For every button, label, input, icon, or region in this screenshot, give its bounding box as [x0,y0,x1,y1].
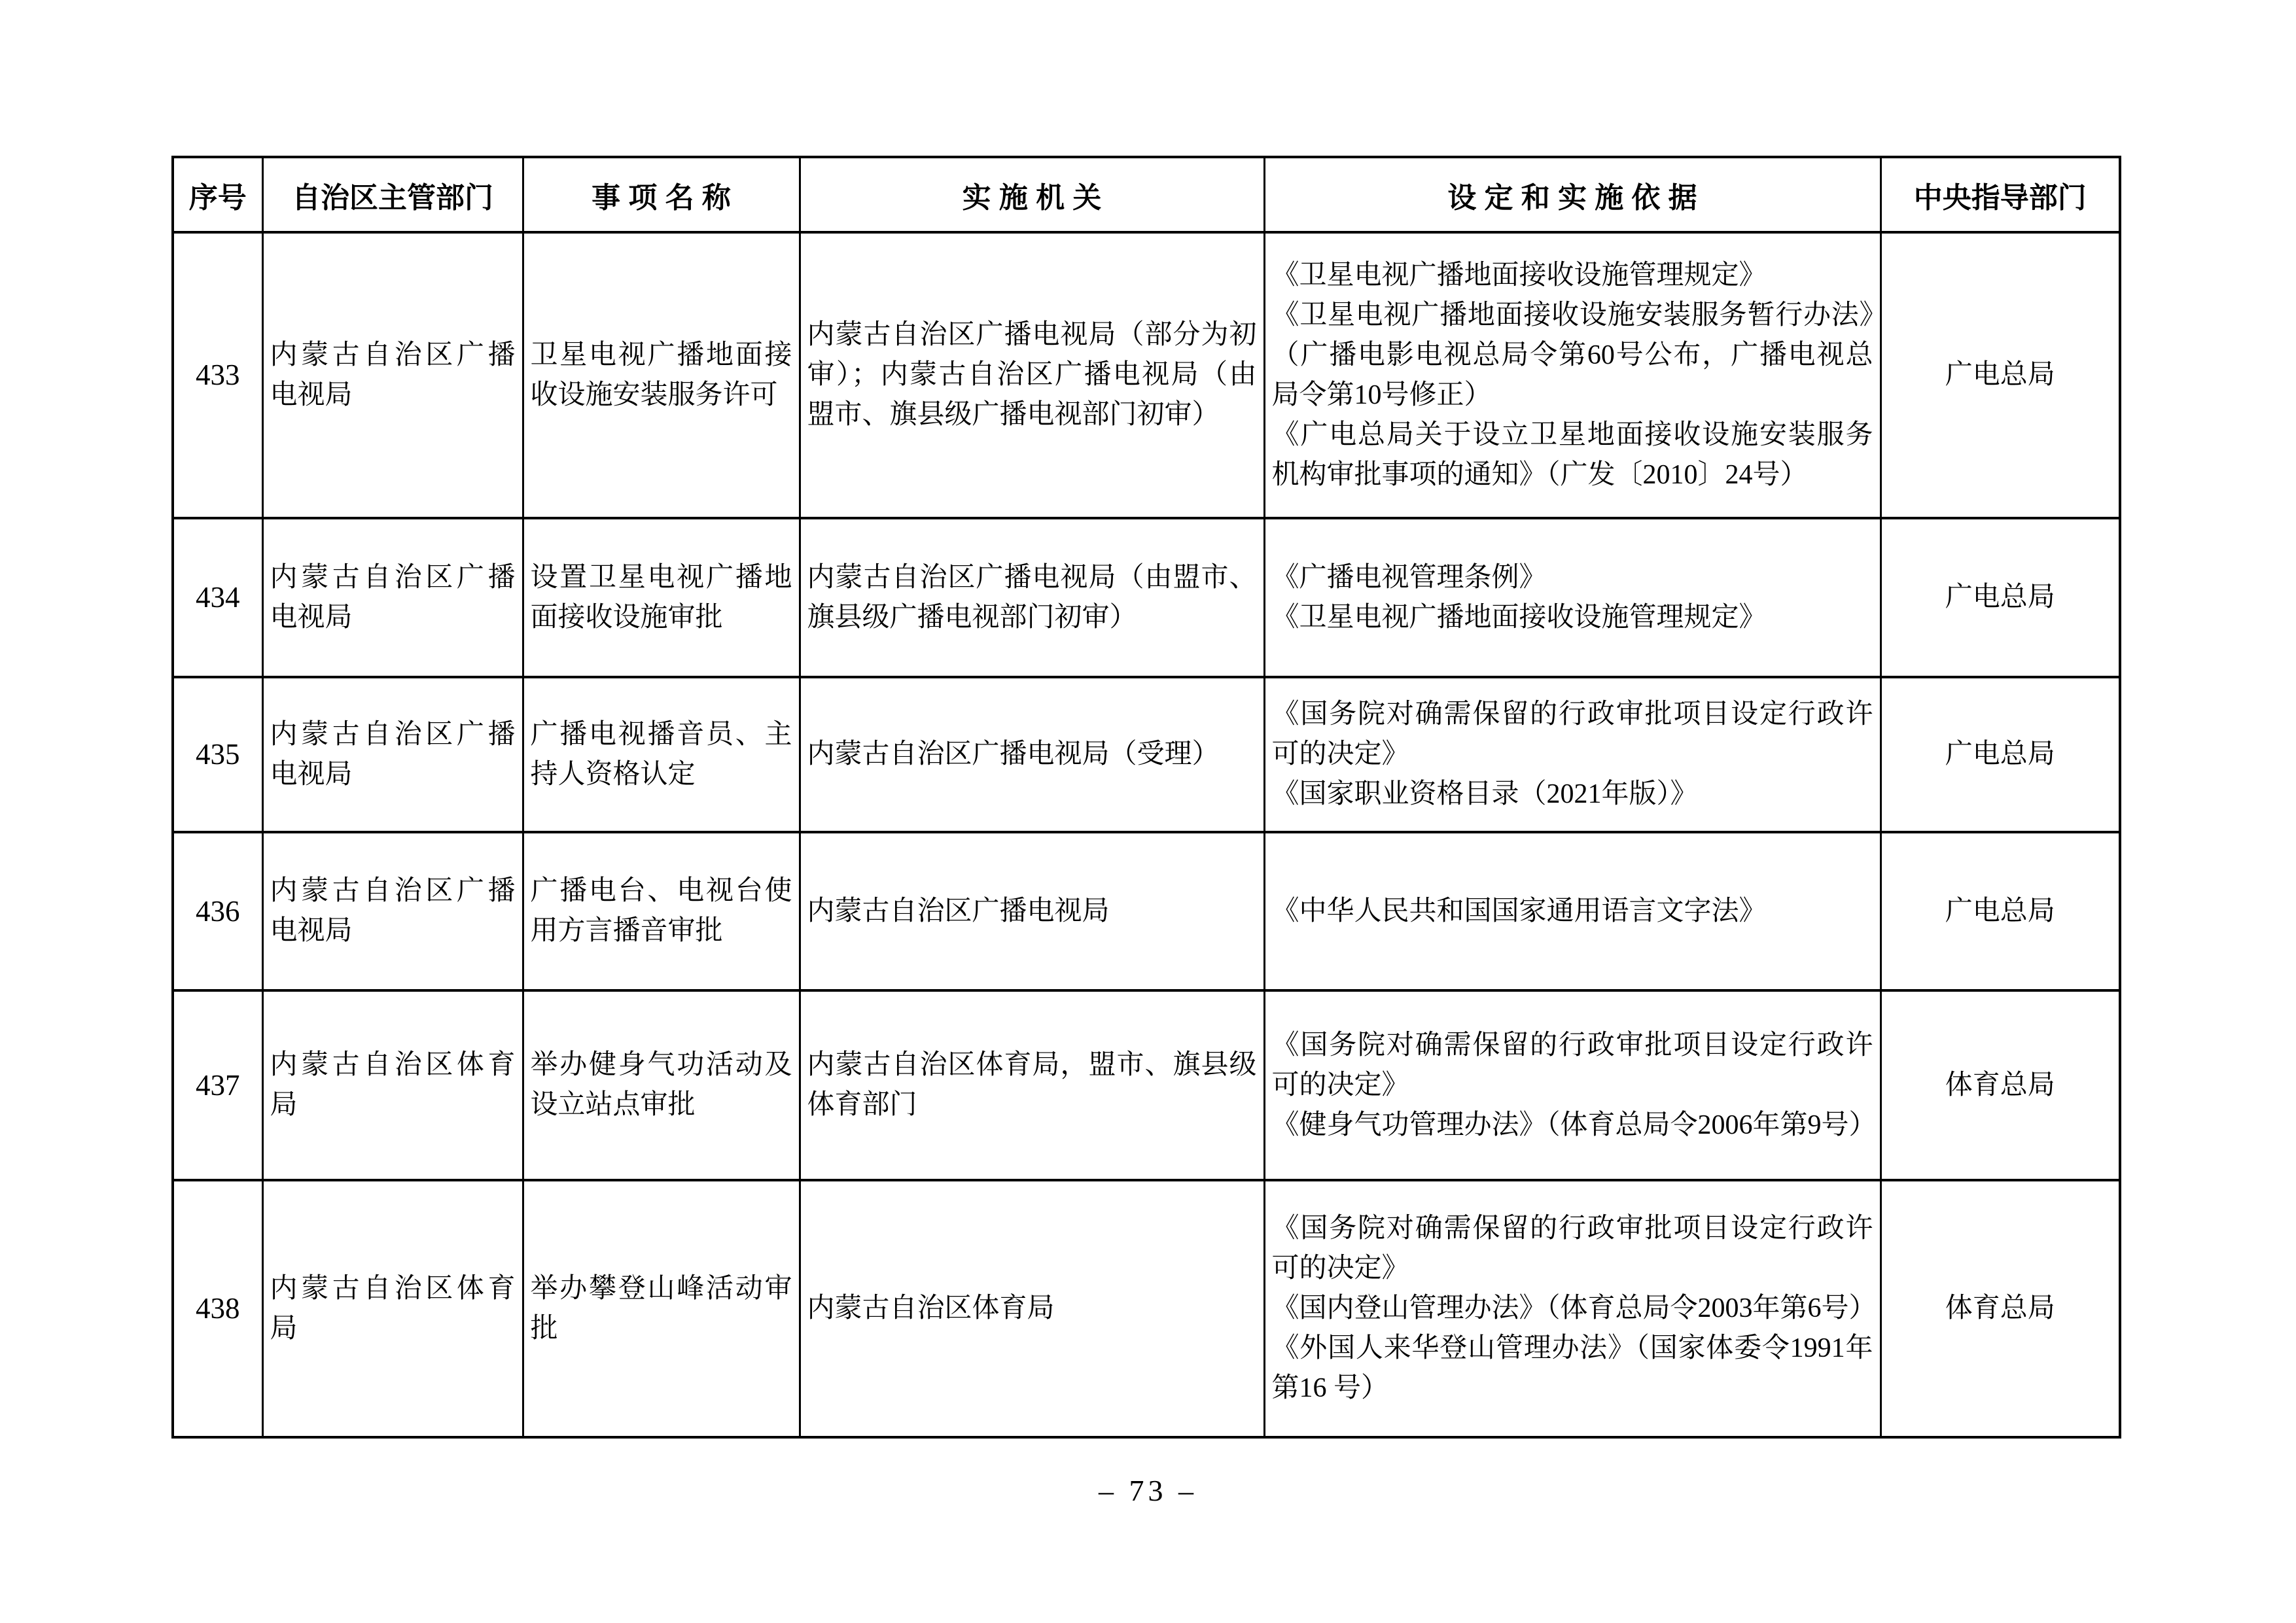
agency-cell: 内蒙古自治区广播电视局（部分为初审）；内蒙古自治区广播电视局（由盟市、旗县级广播电视部门初审） [800,232,1264,518]
header-no: 序号 [173,157,262,232]
header-basis: 设 定 和 实 施 依 据 [1264,157,1881,232]
dept-cell: 内蒙古自治区广播电视局 [262,677,523,832]
basis-paragraph: 《卫星电视广播地面接收设施管理规定》 [1271,260,1767,290]
row-number-cell: 435 [173,677,262,832]
basis-paragraph: 《国务院对确需保留的行政审批项目设定行政许可的决定》 [1271,1213,1873,1283]
item-name-cell: 广播电台、电视台使用方言播音审批 [523,832,800,990]
basis-cell [1264,990,1881,1180]
item-name-cell: 卫星电视广播地面接收设施安装服务许可 [523,232,800,518]
item-name-cell: 广播电视播音员、主持人资格认定 [523,677,800,832]
central-dept-cell: 体育总局 [1881,1180,2120,1437]
basis-paragraph: 《国家职业资格目录（2021年版）》 [1271,779,1698,809]
item-name-cell: 设置卫星电视广播地面接收设施审批 [523,518,800,677]
basis-paragraph: 《外国人来华登山管理办法》（国家体委令1991年第16 号） [1271,1333,1873,1403]
agency-cell: 内蒙古自治区体育局，盟市、旗县级体育部门 [800,990,1264,1180]
central-dept-cell: 广电总局 [1881,677,2120,832]
page-number: – 73 – [1099,1474,1197,1507]
item-name-cell: 举办健身气功活动及设立站点审批 [523,990,800,1180]
approval-items-table [171,156,2121,1439]
basis-paragraph: 《卫星电视广播地面接收设施管理规定》 [1271,602,1767,633]
table-row [173,232,2120,518]
dept-cell: 内蒙古自治区体育局 [262,1180,523,1437]
item-name-cell: 举办攀登山峰活动审批 [523,1180,800,1437]
table-body [173,232,2120,1437]
basis-paragraph: 《卫星电视广播地面接收设施安装服务暂行办法》（广播电影电视总局令第60号公布，广播电视总局令第10号修正） [1271,300,1873,410]
basis-cell [1264,232,1881,518]
header-agency: 实 施 机 关 [800,157,1264,232]
header-row [173,157,2120,232]
table-row [173,677,2120,832]
table-row [173,990,2120,1180]
dept-cell: 内蒙古自治区广播电视局 [262,232,523,518]
basis-paragraph: 《广播电视管理条例》 [1271,562,1547,593]
table-header [173,157,2120,232]
agency-cell: 内蒙古自治区广播电视局（由盟市、旗县级广播电视部门初审） [800,518,1264,677]
dept-cell: 内蒙古自治区体育局 [262,990,523,1180]
central-dept-cell: 广电总局 [1881,832,2120,990]
central-dept-cell: 体育总局 [1881,990,2120,1180]
basis-paragraph: 《国务院对确需保留的行政审批项目设定行政许可的决定》 [1271,1030,1873,1100]
header-dept: 自治区主管部门 [262,157,523,232]
agency-cell: 内蒙古自治区广播电视局 [800,832,1264,990]
row-number-cell: 438 [173,1180,262,1437]
dept-cell: 内蒙古自治区广播电视局 [262,832,523,990]
basis-cell [1264,1180,1881,1437]
row-number-cell: 433 [173,232,262,518]
basis-cell [1264,677,1881,832]
header-central-dept: 中央指导部门 [1881,157,2120,232]
basis-paragraph: 《国务院对确需保留的行政审批项目设定行政许可的决定》 [1271,699,1873,769]
basis-paragraph: 《国内登山管理办法》（体育总局令2003年第6号） [1271,1293,1877,1323]
table-row [173,832,2120,990]
agency-cell: 内蒙古自治区广播电视局（受理） [800,677,1264,832]
basis-cell [1264,832,1881,990]
basis-paragraph: 《中华人民共和国国家通用语言文字法》 [1271,896,1767,926]
basis-paragraph: 《广电总局关于设立卫星地面接收设施安装服务机构审批事项的通知》（广发〔2010〕24号） [1271,419,1873,490]
dept-cell: 内蒙古自治区广播电视局 [262,518,523,677]
central-dept-cell: 广电总局 [1881,232,2120,518]
approval-items-table-wrap [171,156,2121,1439]
basis-cell [1264,518,1881,677]
table-row [173,518,2120,677]
central-dept-cell: 广电总局 [1881,518,2120,677]
agency-cell: 内蒙古自治区体育局 [800,1180,1264,1437]
basis-paragraph: 《健身气功管理办法》（体育总局令2006年第9号） [1271,1109,1877,1140]
row-number-cell: 434 [173,518,262,677]
row-number-cell: 436 [173,832,262,990]
row-number-cell: 437 [173,990,262,1180]
header-item-name: 事 项 名 称 [523,157,800,232]
table-row [173,1180,2120,1437]
